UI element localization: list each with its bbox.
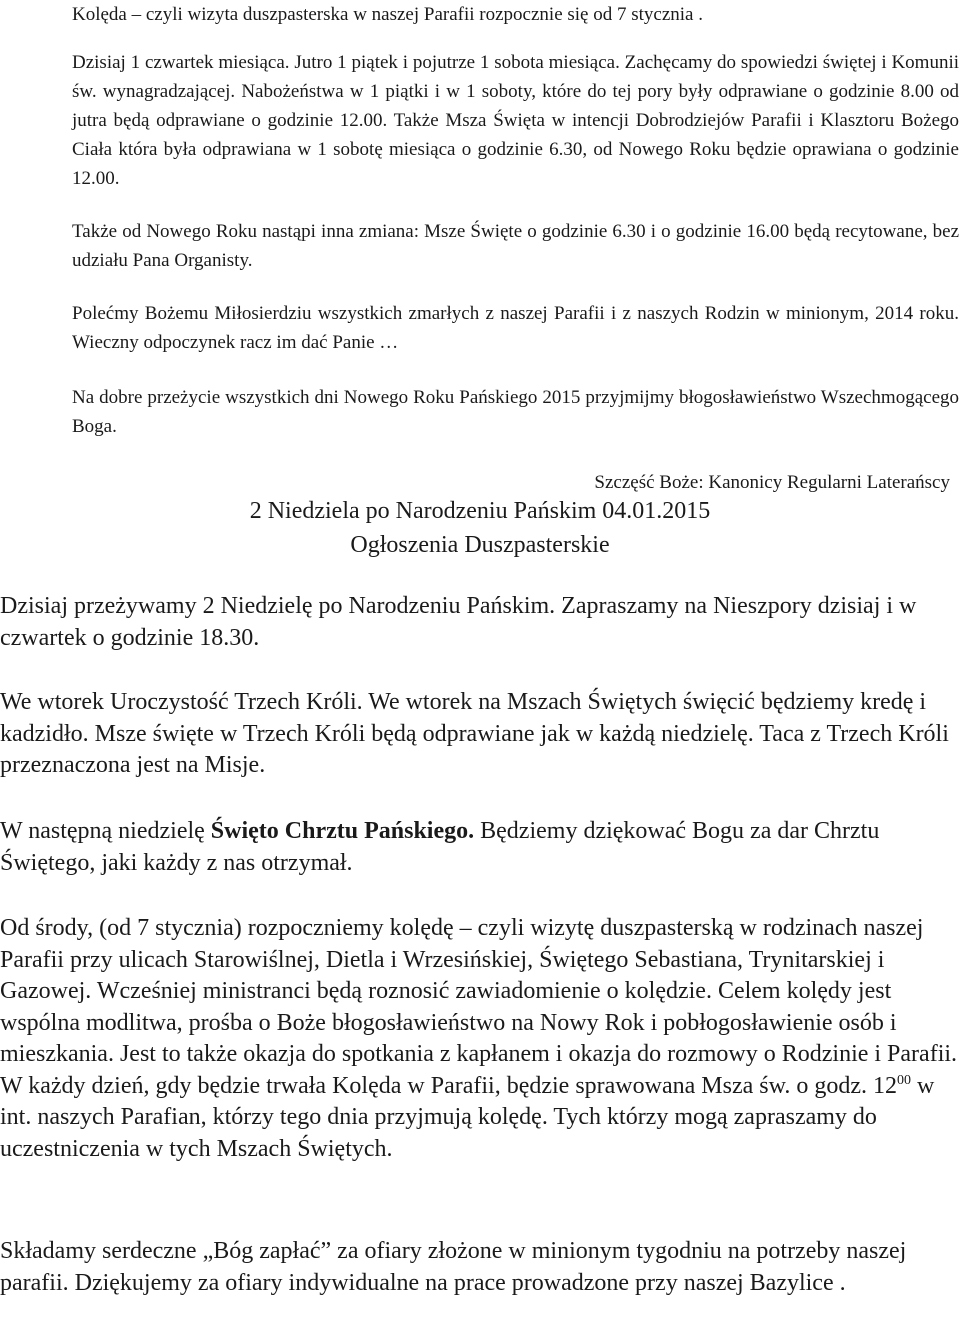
kolenda-text-part1: Od środy, (od 7 stycznia) rozpoczniemy kolędę – czyli wizytę duszpasterską w rodzinach naszej Parafii przy ulicach Starowiślnej, Dietla i Wrzesińskiej, Świętego Sebastiana, Trynitarskiej i Gazowej. Wcześniej ministranci będą roznosić zawiadomienie o kolędzie. Celem kolędy jest wspólna modlitwa, prośba o Boże błogosławieństwo na Nowy Rok i pobłogosławienie osób i mieszkania. Jest to także okazja do spotkania z kapłanem i okazja do rozmowy o Rodzinie i Parafii. W każdy dzień, gdy będzie trwała Kolęda w Parafii, będzie sprawowana Msza św. o godz. [0,915,958,1099]
paragraph-new-year-blessing: Na dobre przeżycie wszystkich dni Nowego Roku Pańskiego 2015 przyjmijmy błogosławieństwo Wszechmogącego Boga. [72,387,959,437]
announcement-thanks: Składamy serdeczne „Bóg zapłać” za ofiary złożone w minionym tygodniu na potrzeby naszej parafii. Dziękujemy za ofiary indywidualne na prace prowadzone przy naszej Bazylice . [0,1238,907,1296]
paragraph-first-friday: Dzisiaj 1 czwartek miesiąca. Jutro 1 piątek i pojutrze 1 sobota miesiąca. Zachęcamy do spowiedzi świętej i Komunii św. wynagradzającej. Nabożeństwa w 1 piątki i w 1 soboty, które do tej pory były odprawiane o godzinie 8.00 od jutra będą odprawiane o godzinie 12.00. Także Msza Święta w intencji Dobrodziejów Parafii i Klasztoru Bożego Ciała która była odprawiana w 1 sobotę miesiąca o godzinie 6.30, od Nowego Roku będzie oprawiana o godzinie 12.00. [72,52,959,189]
baptism-text-before: W następną niedzielę [0,818,211,844]
kolenda-text-part2: w int. naszych Parafian, którzy tego dnia przyjmują kolędę. Tych którzy mogą zapraszamy do uczestniczenia w tych Mszach Świętych. [0,1072,935,1162]
announcement-kolenda [0,913,960,1165]
baptism-text-after: Będziemy dziękować Bogu za dar Chrztu Świętego, jaki każdy z nas otrzymał. [0,818,880,876]
sunday-title: 2 Niedziela po Narodzeniu Pańskim 04.01.2015 [249,498,711,524]
announcement-epiphany: We wtorek Uroczystość Trzech Króli. We wtorek na Mszach Świętych święcić będziemy kredę i kadzidło. Msze święte w Trzech Króli będą odprawiane jak w każdą niedzielę. Taca z Trzech Króli przeznaczona jest na Misje. [0,689,949,778]
announcement-vespers: Dzisiaj przeżywamy 2 Niedzielę po Narodzeniu Pańskim. Zapraszamy na Nieszpory dzisiaj i w czwartek o godzinie 18.30. [0,593,917,651]
announcement-baptism-feast [0,816,960,879]
signature: Szczęść Boże: Kanonicy Regularni Laterańscy [594,472,950,493]
kolenda-mass-minutes: 00 [897,1072,912,1088]
announcements-title: Ogłoszenia Duszpasterskie [350,532,610,558]
baptism-feast-name: Święto Chrztu Pańskiego. [210,818,475,844]
paragraph-prayer-deceased: Polećmy Bożemu Miłosierdziu wszystkich zmarłych z naszej Parafii i z naszych Rodzin w minionym, 2014 roku. Wieczny odpoczynek racz im dać Panie … [72,303,959,353]
paragraph-mass-changes: Także od Nowego Roku nastąpi inna zmiana: Msze Święte o godzinie 6.30 i o godzinie 16.00 będą recytowane, bez udziału Pana Organisty. [72,221,959,271]
kolenda-mass-hour: 12 [873,1072,898,1099]
paragraph-kolenda-start: Kolęda – czyli wizyta duszpasterska w naszej Parafii rozpocznie się od 7 stycznia . [72,4,703,25]
